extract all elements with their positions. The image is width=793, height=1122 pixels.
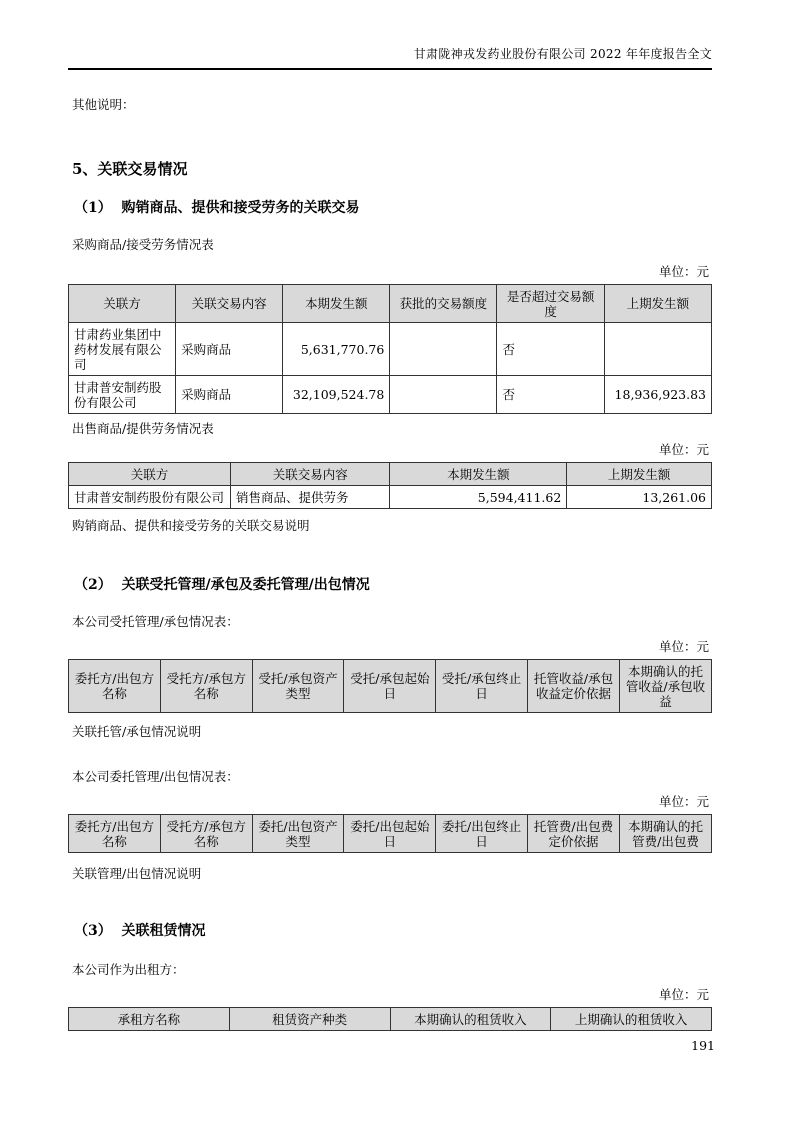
cell-approved-limit <box>390 323 497 376</box>
lease-table-header-row <box>69 1008 712 1031</box>
lessor-table-caption: 本公司作为出租方： <box>72 962 185 977</box>
entrusted-col-start-date: 受托/承包起始日 <box>344 660 436 713</box>
cell-exceeds-limit: 否 <box>497 376 604 414</box>
unit-label: 单位：元 <box>658 987 709 1002</box>
cell-transaction-content: 采购商品 <box>176 376 283 414</box>
entrusted-note: 关联托管/承包情况说明 <box>72 724 202 739</box>
entrusted-table-header-row <box>69 660 712 713</box>
cell-current-amount: 5,631,770.76 <box>283 323 390 376</box>
outsourced-col-pricing-basis: 托管费/出包费定价依据 <box>528 815 620 853</box>
cell-current-amount: 32,109,524.78 <box>283 376 390 414</box>
outsourced-col-end-date: 委托/出包终止日 <box>436 815 528 853</box>
cell-related-party: 甘肃普安制药股份有限公司 <box>69 376 176 414</box>
unit-label: 单位：元 <box>658 442 709 457</box>
sales-table <box>68 462 712 509</box>
table-row <box>69 376 712 414</box>
outsourced-management-table <box>68 814 712 853</box>
sales-col-current-amount: 本期发生额 <box>390 463 567 486</box>
lease-col-prior-income: 上期确认的租赁收入 <box>551 1008 712 1031</box>
purchase-col-exceeds-limit: 是否超过交易额度 <box>497 285 604 323</box>
lease-col-current-income: 本期确认的租赁收入 <box>390 1008 551 1031</box>
purchase-col-prior-amount: 上期发生额 <box>604 285 711 323</box>
section-5-title: 5、关联交易情况 <box>72 160 188 178</box>
purchase-col-transaction-content: 关联交易内容 <box>176 285 283 323</box>
purchase-table <box>68 284 712 414</box>
outsourced-col-trustee-name: 受托方/承包方名称 <box>160 815 252 853</box>
entrusted-table-caption: 本公司受托管理/承包情况表： <box>72 614 239 629</box>
section-5-2-title: （2） 关联受托管理/承包及委托管理/出包情况 <box>74 577 370 593</box>
outsourced-col-start-date: 委托/出包起始日 <box>344 815 436 853</box>
outsourced-col-asset-type: 委托/出包资产类型 <box>252 815 344 853</box>
page-number: 191 <box>691 1038 715 1053</box>
entrusted-col-end-date: 受托/承包终止日 <box>436 660 528 713</box>
outsourced-table-caption: 本公司委托管理/出包情况表： <box>72 769 239 784</box>
cell-transaction-content: 采购商品 <box>176 323 283 376</box>
unit-label: 单位：元 <box>658 264 709 279</box>
cell-prior-amount: 13,261.06 <box>567 486 712 509</box>
outsourced-note: 关联管理/出包情况说明 <box>72 866 202 881</box>
cell-exceeds-limit: 否 <box>497 323 604 376</box>
entrusted-col-principal-name: 委托方/出包方名称 <box>69 660 161 713</box>
sales-col-transaction-content: 关联交易内容 <box>231 463 390 486</box>
sales-col-prior-amount: 上期发生额 <box>567 463 712 486</box>
entrusted-col-pricing-basis: 托管收益/承包收益定价依据 <box>528 660 620 713</box>
unit-label: 单位：元 <box>658 639 709 654</box>
entrusted-col-confirmed-income: 本期确认的托管收益/承包收益 <box>620 660 712 713</box>
table-row <box>69 486 712 509</box>
cell-prior-amount <box>604 323 711 376</box>
sales-table-caption: 出售商品/提供劳务情况表 <box>72 421 214 436</box>
purchase-table-header-row <box>69 285 712 323</box>
cell-related-party: 甘肃普安制药股份有限公司 <box>69 486 231 509</box>
table-row <box>69 323 712 376</box>
sales-col-related-party: 关联方 <box>69 463 231 486</box>
purchase-col-related-party: 关联方 <box>69 285 176 323</box>
entrusted-management-table <box>68 659 712 713</box>
outsourced-col-principal-name: 委托方/出包方名称 <box>69 815 161 853</box>
entrusted-col-asset-type: 受托/承包资产类型 <box>252 660 344 713</box>
page-header-title: 甘肃陇神戎发药业股份有限公司 2022 年年度报告全文 <box>68 46 712 70</box>
section-5-1-title: （1） 购销商品、提供和接受劳务的关联交易 <box>74 200 360 216</box>
other-note-label: 其他说明： <box>72 97 135 112</box>
unit-label: 单位：元 <box>658 794 709 809</box>
lease-table <box>68 1007 712 1031</box>
cell-approved-limit <box>390 376 497 414</box>
purchase-sales-note: 购销商品、提供和接受劳务的关联交易说明 <box>72 518 310 533</box>
lease-col-lessee-name: 承租方名称 <box>69 1008 230 1031</box>
outsourced-table-header-row <box>69 815 712 853</box>
outsourced-col-confirmed-fee: 本期确认的托管费/出包费 <box>620 815 712 853</box>
purchase-col-approved-limit: 获批的交易额度 <box>390 285 497 323</box>
purchase-col-current-amount: 本期发生额 <box>283 285 390 323</box>
section-5-3-title: （3） 关联租赁情况 <box>74 923 206 939</box>
lease-col-asset-type: 租赁资产种类 <box>229 1008 390 1031</box>
cell-transaction-content: 销售商品、提供劳务 <box>231 486 390 509</box>
cell-current-amount: 5,594,411.62 <box>390 486 567 509</box>
entrusted-col-trustee-name: 受托方/承包方名称 <box>160 660 252 713</box>
sales-table-header-row <box>69 463 712 486</box>
cell-prior-amount: 18,936,923.83 <box>604 376 711 414</box>
cell-related-party: 甘肃药业集团中药材发展有限公司 <box>69 323 176 376</box>
purchase-table-caption: 采购商品/接受劳务情况表 <box>72 237 214 252</box>
